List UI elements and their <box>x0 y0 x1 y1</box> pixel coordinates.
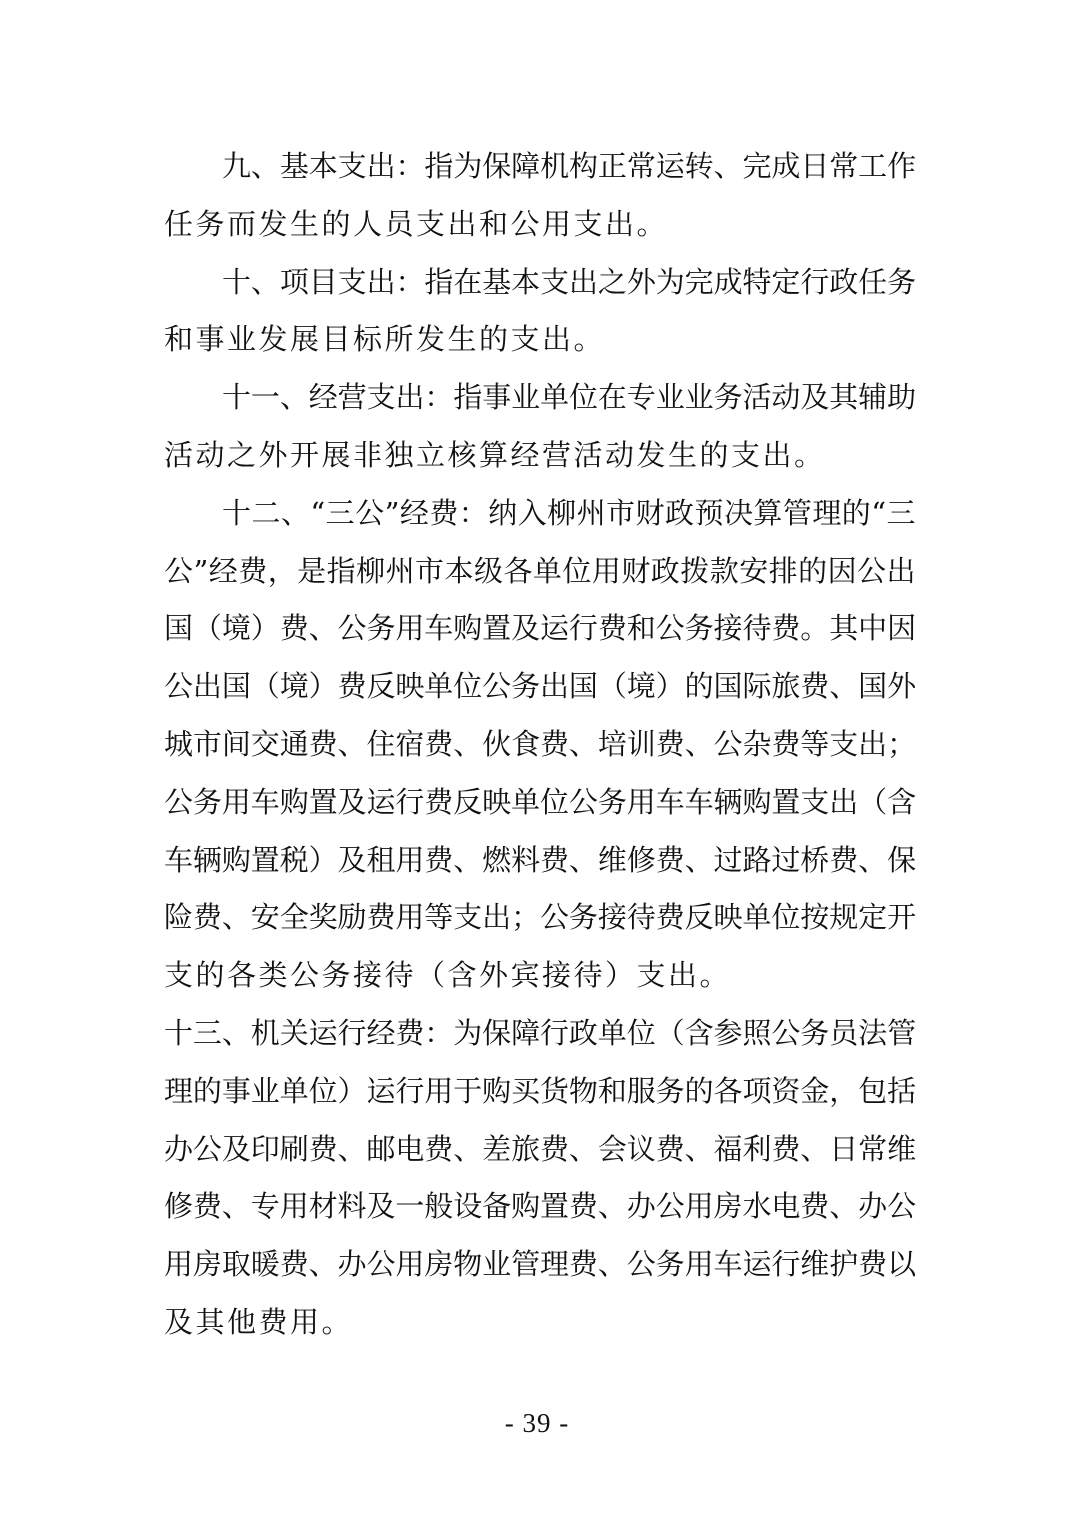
text-line: 十三、机关运行经费：为保障行政单位（含参照公务员法管 <box>164 1015 916 1050</box>
paragraph-agency-operating-funds <box>164 1005 916 1352</box>
text-line: 及其他费用。 <box>164 1304 354 1339</box>
text-line: 公出国（境）费反映单位公务出国（境）的国际旅费、国外 <box>164 669 916 704</box>
text-line: 修费、专用材料及一般设备购置费、办公用房水电费、办公 <box>164 1189 916 1224</box>
text-line: 用房取暖费、办公用房物业管理费、公务用车运行维护费以 <box>164 1247 916 1282</box>
paragraph-basic-expenditure <box>164 138 916 254</box>
text-line: 任务而发生的人员支出和公用支出。 <box>164 206 669 241</box>
page-number: - 39 - <box>504 1408 570 1438</box>
text-line: 理的事业单位）运行用于购买货物和服务的各项资金，包括 <box>164 1073 916 1108</box>
body-text <box>164 138 916 1352</box>
paragraph-operating-expenditure <box>164 369 916 485</box>
text-line: 公务用车购置及运行费反映单位公务用车车辆购置支出（含 <box>164 784 916 819</box>
text-line: 公”经费，是指柳州市本级各单位用财政拨款安排的因公出 <box>164 553 916 588</box>
text-line: 十一、经营支出：指事业单位在专业业务活动及其辅助 <box>222 380 916 415</box>
text-line: 九、基本支出：指为保障机构正常运转、完成日常工作 <box>222 149 916 183</box>
text-line: 十、项目支出：指在基本支出之外为完成特定行政任务 <box>222 264 916 299</box>
text-line: 活动之外开展非独立核算经营活动发生的支出。 <box>164 437 826 472</box>
paragraph-three-public-expenses <box>164 485 916 1005</box>
text-line: 车辆购置税）及租用费、燃料费、维修费、过路过桥费、保 <box>164 842 916 877</box>
text-line: 办公及印刷费、邮电费、差旅费、会议费、福利费、日常维 <box>164 1131 916 1166</box>
text-line: 十二、“三公”经费：纳入柳州市财政预决算管理的“三 <box>222 495 916 530</box>
text-line: 支的各类公务接待（含外宾接待）支出。 <box>164 958 732 993</box>
text-line: 险费、安全奖励费用等支出；公务接待费反映单位按规定开 <box>164 900 916 935</box>
text-line: 和事业发展目标所发生的支出。 <box>164 322 606 357</box>
text-line: 国（境）费、公务用车购置及运行费和公务接待费。其中因 <box>164 611 916 646</box>
text-line: 城市间交通费、住宿费、伙食费、培训费、公杂费等支出； <box>164 726 916 761</box>
paragraph-project-expenditure <box>164 254 916 370</box>
